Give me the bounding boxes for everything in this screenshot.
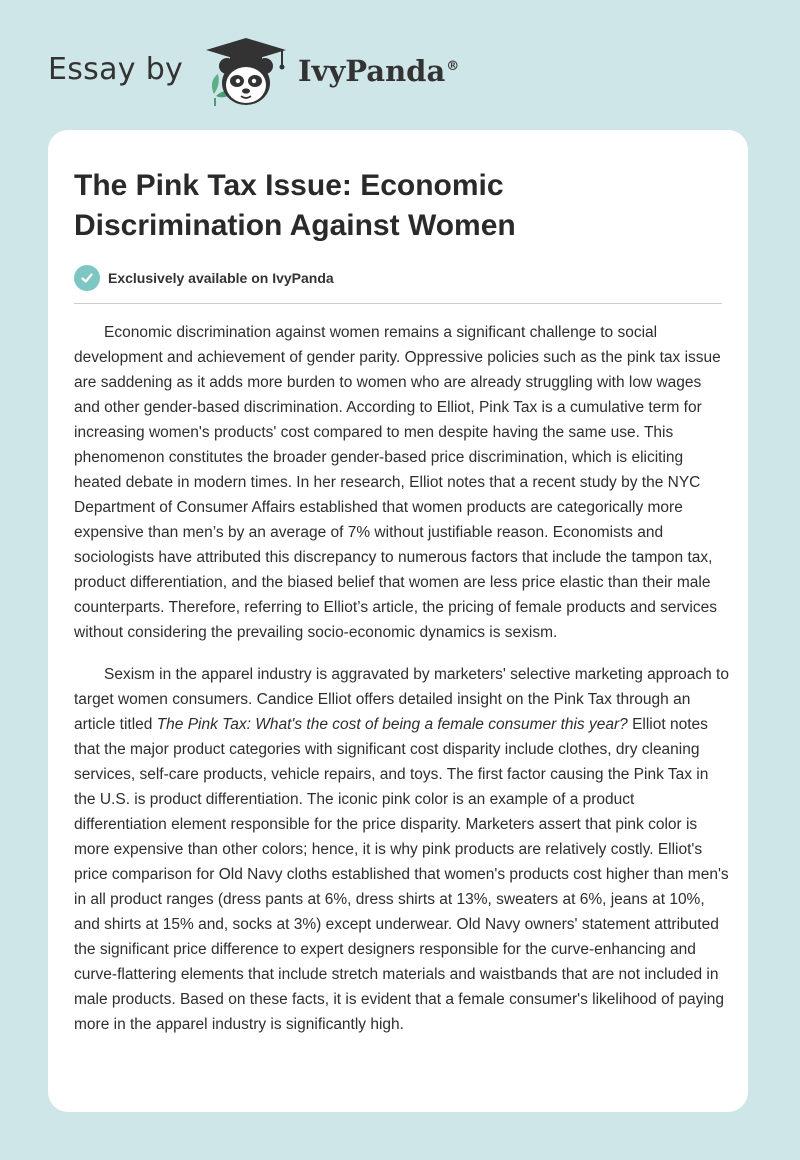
divider xyxy=(74,303,722,304)
essay-body xyxy=(74,320,730,1054)
essay-card xyxy=(48,130,748,1112)
check-icon xyxy=(74,265,100,291)
paragraph-2 xyxy=(74,662,730,1037)
paragraph-2-text-before: Sexism in the apparel industry is aggravated by marketers' selective marketing approach to target women consumers. Candice Elliot offers detailed insight on the Pink Tax through an article titled xyxy=(74,666,729,733)
article-citation: The Pink Tax: What's the cost of being a female consumer this year? xyxy=(156,716,628,733)
site-header xyxy=(0,0,800,130)
paragraph-2-text-after: Elliot notes that the major product categories with significant cost disparity include clothes, dry cleaning services, self-care products, vehicle repairs, and toys. The first factor causing the Pink Tax in the U.S. is product differentiation. The iconic pink color is an example of a product differentiation element responsible for the price disparity. Marketers assert that pink color is more expensive than other colors; hence, it is why pink products are relatively costly. Elliot's price comparison for Old Navy cloths established that women's products cost higher than men's in all product ranges (dress pants at 6%, dress shirts at 13%, sweaters at 6%, jeans at 10%, and shirts at 15% and, socks at 3%) except underwear. Old Navy owners' statement attributed the significant price difference to expert designers responsible for the curve-enhancing and curve-flattering elements that include stretch materials and waistbands that are not included in male products. Based on these facts, it is evident that a female consumer's likelihood of paying more in the apparel industry is significantly high. xyxy=(74,716,729,1033)
registered-mark: ® xyxy=(446,59,460,75)
paragraph-1: Economic discrimination against women remains a significant challenge to social development and achievement of gender parity. Oppressive policies such as the pink tax issue are saddening as it adds more burden to women who are already struggling with low wages and other gender-based discrimination. According to Elliot, Pink Tax is a cumulative term for increasing women's products' cost compared to men despite having the same use. This phenomenon constitutes the broader gender-based price discrimination, which is eliciting heated debate in modern times. In her research, Elliot notes that a recent study by the NYC Department of Consumer Affairs established that women products are categorically more expensive than men’s by an average of 7% without justifiable reason. Economists and sociologists have attributed this discrepancy to numerous factors that include the tampon tax, product differentiation, and the biased belief that women are less price elastic than their male counterparts. Therefore, referring to Elliot’s article, the pricing of female products and services without considering the prevailing socio-economic dynamics is sexism. xyxy=(74,324,721,641)
page-title: The Pink Tax Issue: Economic Discrimination Against Women xyxy=(74,169,516,242)
exclusive-badge-label: Exclusively available on IvyPanda xyxy=(108,270,334,286)
exclusive-badge xyxy=(74,264,334,292)
essay-by-label: Essay by xyxy=(48,52,184,87)
panda-graduate-logo-icon[interactable] xyxy=(200,36,292,108)
brand-name[interactable]: IvyPanda® xyxy=(298,54,460,88)
